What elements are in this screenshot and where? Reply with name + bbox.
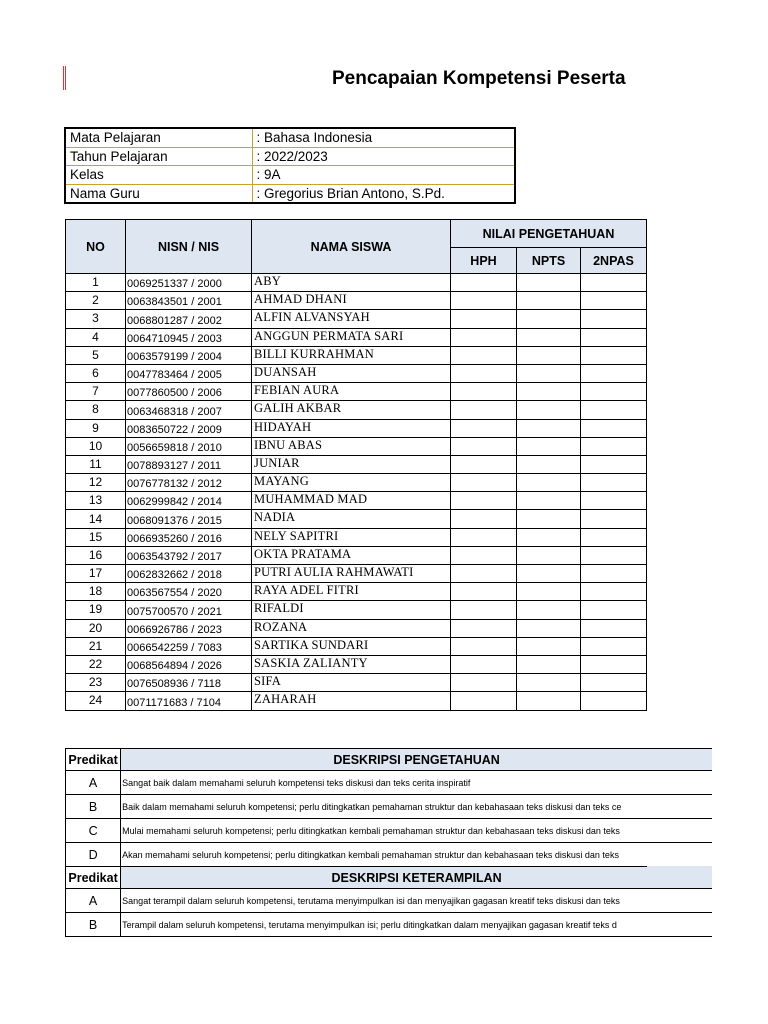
- header-nilai-pengetahuan: NILAI PENGETAHUAN: [451, 220, 647, 248]
- score-hph[interactable]: [451, 364, 517, 382]
- student-no: 8: [66, 401, 126, 419]
- table-row: [66, 310, 647, 328]
- table-row: [66, 292, 647, 310]
- student-nisn: 0056659818 / 2010: [126, 437, 252, 455]
- score-hph[interactable]: [451, 655, 517, 673]
- score-2npas[interactable]: [581, 437, 647, 455]
- page-title: Pencapaian Kompetensi Peserta: [332, 68, 626, 89]
- score-npts[interactable]: [517, 546, 581, 564]
- student-name: RAYA ADEL FITRI: [252, 583, 451, 601]
- student-name: MUHAMMAD MAD: [252, 492, 451, 510]
- student-name: NELY SAPITRI: [252, 528, 451, 546]
- student-nisn: 0062832662 / 2018: [126, 565, 252, 583]
- score-hph[interactable]: [451, 565, 517, 583]
- student-name: ABY: [252, 274, 451, 292]
- student-no: 5: [66, 346, 126, 364]
- header-no: NO: [66, 220, 126, 274]
- score-2npas[interactable]: [581, 619, 647, 637]
- student-no: 2: [66, 292, 126, 310]
- table-row: [66, 401, 647, 419]
- student-name: FEBIAN AURA: [252, 383, 451, 401]
- predikat-grade: B: [66, 795, 121, 819]
- student-name: SIFA: [252, 674, 451, 692]
- student-no: 12: [66, 474, 126, 492]
- score-2npas[interactable]: [581, 546, 647, 564]
- score-hph[interactable]: [451, 692, 517, 710]
- predikat-description: Baik dalam memahami seluruh kompetensi; perlu ditingkatkan pemahaman struktur dan kebahasaan teks diskusi dan teks ce: [121, 795, 712, 819]
- table-row: [66, 455, 647, 473]
- student-no: 3: [66, 310, 126, 328]
- student-nisn: 0064710945 / 2003: [126, 328, 252, 346]
- student-name: ALFIN ALVANSYAH: [252, 310, 451, 328]
- table-row: [66, 655, 647, 673]
- table-row: [66, 674, 647, 692]
- student-no: 14: [66, 510, 126, 528]
- score-hph[interactable]: [451, 528, 517, 546]
- predikat-description: Mulai memahami seluruh kompetensi; perlu ditingkatkan kembali pemahaman struktur dan kebahasaan teks diskusi dan teks: [121, 819, 712, 843]
- header-nisn: NISN / NIS: [126, 220, 252, 274]
- score-hph[interactable]: [451, 510, 517, 528]
- keterampilan-header-row: [66, 867, 713, 889]
- student-nisn: 0076778132 / 2012: [126, 474, 252, 492]
- predikat-header: Predikat: [66, 867, 121, 889]
- score-npts[interactable]: [517, 637, 581, 655]
- description-table: [65, 748, 712, 937]
- student-nisn: 0068091376 / 2015: [126, 510, 252, 528]
- score-2npas[interactable]: [581, 692, 647, 710]
- student-name: MAYANG: [252, 474, 451, 492]
- score-hph[interactable]: [451, 546, 517, 564]
- header-hph: HPH: [451, 248, 517, 274]
- info-label: Nama Guru: [65, 184, 252, 203]
- student-nisn: 0077860500 / 2006: [126, 383, 252, 401]
- student-nisn: 0071171683 / 7104: [126, 692, 252, 710]
- student-no: 4: [66, 328, 126, 346]
- student-name: OKTA PRATAMA: [252, 546, 451, 564]
- score-hph[interactable]: [451, 637, 517, 655]
- header-npts: NPTS: [517, 248, 581, 274]
- score-npts[interactable]: [517, 401, 581, 419]
- predikat-grade: D: [66, 843, 121, 867]
- student-nisn: 0068801287 / 2002: [126, 310, 252, 328]
- score-2npas[interactable]: [581, 401, 647, 419]
- keterampilan-row: [66, 889, 713, 913]
- score-npts[interactable]: [517, 292, 581, 310]
- score-hph[interactable]: [451, 346, 517, 364]
- score-npts[interactable]: [517, 601, 581, 619]
- student-name: SASKIA ZALIANTY: [252, 655, 451, 673]
- score-npts[interactable]: [517, 692, 581, 710]
- table-row: [66, 419, 647, 437]
- score-hph[interactable]: [451, 437, 517, 455]
- pengetahuan-row: [66, 843, 713, 867]
- table-row: [66, 510, 647, 528]
- score-npts[interactable]: [517, 474, 581, 492]
- predikat-header: Predikat: [66, 749, 121, 771]
- table-row: [66, 492, 647, 510]
- score-2npas[interactable]: [581, 274, 647, 292]
- student-no: 7: [66, 383, 126, 401]
- student-name: ZAHARAH: [252, 692, 451, 710]
- score-2npas[interactable]: [581, 383, 647, 401]
- score-npts[interactable]: [517, 510, 581, 528]
- student-no: 13: [66, 492, 126, 510]
- student-name: HIDAYAH: [252, 419, 451, 437]
- student-nisn: 0063843501 / 2001: [126, 292, 252, 310]
- pengetahuan-row: [66, 795, 713, 819]
- student-name: SARTIKA SUNDARI: [252, 637, 451, 655]
- score-hph[interactable]: [451, 383, 517, 401]
- table-row: [66, 619, 647, 637]
- score-npts[interactable]: [517, 274, 581, 292]
- pengetahuan-header-row: [66, 749, 713, 771]
- student-no: 1: [66, 274, 126, 292]
- student-no: 22: [66, 655, 126, 673]
- score-2npas[interactable]: [581, 328, 647, 346]
- student-nisn: 0062999842 / 2014: [126, 492, 252, 510]
- score-2npas[interactable]: [581, 474, 647, 492]
- keterampilan-row: [66, 913, 713, 937]
- student-nisn: 0047783464 / 2005: [126, 364, 252, 382]
- score-2npas[interactable]: [581, 510, 647, 528]
- predikat-grade: A: [66, 771, 121, 795]
- score-2npas[interactable]: [581, 364, 647, 382]
- predikat-description: Sangat terampil dalam seluruh kompetensi, terutama menyimpulkan isi dan menyajikan gagasan kreatif teks diskusi dan teks: [121, 889, 712, 913]
- score-npts[interactable]: [517, 328, 581, 346]
- table-row: [66, 692, 647, 710]
- table-row: [66, 601, 647, 619]
- student-nisn: 0066926786 / 2023: [126, 619, 252, 637]
- student-nisn: 0069251337 / 2000: [126, 274, 252, 292]
- table-row: [66, 565, 647, 583]
- predikat-description: Akan memahami seluruh kompetensi; perlu ditingkatkan kembali pemahaman struktur dan kebahasaan teks diskusi dan teks: [121, 843, 712, 867]
- score-hph[interactable]: [451, 619, 517, 637]
- keterampilan-title: DESKRIPSI KETERAMPILAN: [121, 867, 712, 889]
- score-hph[interactable]: [451, 492, 517, 510]
- info-row: [65, 184, 515, 203]
- score-2npas[interactable]: [581, 565, 647, 583]
- pengetahuan-row: [66, 819, 713, 843]
- info-row: [65, 128, 515, 147]
- info-row: [65, 147, 515, 166]
- header-fill-extension: [647, 866, 712, 887]
- predikat-grade: A: [66, 889, 121, 913]
- info-row: [65, 166, 515, 185]
- predikat-description: Sangat baik dalam memahami seluruh kompetensi teks diskusi dan teks cerita inspiratif: [121, 771, 712, 795]
- student-name: GALIH AKBAR: [252, 401, 451, 419]
- score-hph[interactable]: [451, 674, 517, 692]
- table-row: [66, 528, 647, 546]
- student-name: AHMAD DHANI: [252, 292, 451, 310]
- info-value: : Bahasa Indonesia: [256, 130, 373, 146]
- score-2npas[interactable]: [581, 419, 647, 437]
- predikat-grade: B: [66, 913, 121, 937]
- score-npts[interactable]: [517, 492, 581, 510]
- student-no: 23: [66, 674, 126, 692]
- student-nisn: 0063579199 / 2004: [126, 346, 252, 364]
- student-no: 21: [66, 637, 126, 655]
- score-hph[interactable]: [451, 292, 517, 310]
- score-npts[interactable]: [517, 437, 581, 455]
- header-2npas: 2NPAS: [581, 248, 647, 274]
- score-hph[interactable]: [451, 274, 517, 292]
- score-hph[interactable]: [451, 401, 517, 419]
- table-row: [66, 346, 647, 364]
- score-2npas[interactable]: [581, 655, 647, 673]
- student-no: 11: [66, 455, 126, 473]
- score-npts[interactable]: [517, 346, 581, 364]
- student-name: ANGGUN PERMATA SARI: [252, 328, 451, 346]
- student-no: 24: [66, 692, 126, 710]
- student-nisn: 0068564894 / 2026: [126, 655, 252, 673]
- score-npts[interactable]: [517, 674, 581, 692]
- info-label: Tahun Pelajaran: [65, 147, 252, 166]
- score-2npas[interactable]: [581, 492, 647, 510]
- info-value: : 2022/2023: [252, 147, 515, 166]
- student-no: 9: [66, 419, 126, 437]
- pengetahuan-row: [66, 771, 713, 795]
- score-hph[interactable]: [451, 455, 517, 473]
- info-label: Kelas: [65, 166, 252, 185]
- score-2npas[interactable]: [581, 583, 647, 601]
- score-npts[interactable]: [517, 583, 581, 601]
- student-name: IBNU ABAS: [252, 437, 451, 455]
- score-npts[interactable]: [517, 655, 581, 673]
- score-npts[interactable]: [517, 619, 581, 637]
- student-no: 15: [66, 528, 126, 546]
- student-nisn: 0063567554 / 2020: [126, 583, 252, 601]
- score-hph[interactable]: [451, 601, 517, 619]
- student-name: PUTRI AULIA RAHMAWATI: [252, 565, 451, 583]
- predikat-description: Terampil dalam seluruh kompetensi, terutama menyimpulkan isi; perlu ditingkatkan dalam menyajikan gagasan kreatif teks d: [121, 913, 712, 937]
- student-no: 19: [66, 601, 126, 619]
- table-row: [66, 437, 647, 455]
- score-hph[interactable]: [451, 583, 517, 601]
- score-2npas[interactable]: [581, 528, 647, 546]
- score-npts[interactable]: [517, 565, 581, 583]
- table-row: [66, 274, 647, 292]
- student-nisn: 0075700570 / 2021: [126, 601, 252, 619]
- student-no: 17: [66, 565, 126, 583]
- student-nisn: 0063468318 / 2007: [126, 401, 252, 419]
- student-name: RIFALDI: [252, 601, 451, 619]
- student-name: JUNIAR: [252, 455, 451, 473]
- score-npts[interactable]: [517, 528, 581, 546]
- table-row: [66, 474, 647, 492]
- score-npts[interactable]: [517, 419, 581, 437]
- student-name: BILLI KURRAHMAN: [252, 346, 451, 364]
- description-section: [65, 748, 712, 948]
- table-row: [66, 546, 647, 564]
- pengetahuan-title: DESKRIPSI PENGETAHUAN: [121, 749, 712, 771]
- student-no: 16: [66, 546, 126, 564]
- score-2npas[interactable]: [581, 455, 647, 473]
- student-nisn: 0076508936 / 7118: [126, 674, 252, 692]
- student-no: 20: [66, 619, 126, 637]
- score-npts[interactable]: [517, 383, 581, 401]
- student-name: ROZANA: [252, 619, 451, 637]
- student-no: 6: [66, 364, 126, 382]
- score-hph[interactable]: [451, 310, 517, 328]
- header-nama: NAMA SISWA: [252, 220, 451, 274]
- student-nisn: 0078893127 / 2011: [126, 455, 252, 473]
- student-name: NADIA: [252, 510, 451, 528]
- info-value: : Gregorius Brian Antono, S.Pd.: [252, 184, 515, 203]
- table-row: [66, 383, 647, 401]
- score-2npas[interactable]: [581, 292, 647, 310]
- student-nisn: 0066935260 / 2016: [126, 528, 252, 546]
- student-nisn: 0066542259 / 7083: [126, 637, 252, 655]
- score-npts[interactable]: [517, 310, 581, 328]
- score-2npas[interactable]: [581, 346, 647, 364]
- table-row: [66, 364, 647, 382]
- score-2npas[interactable]: [581, 674, 647, 692]
- student-no: 18: [66, 583, 126, 601]
- student-nisn: 0063543792 / 2017: [126, 546, 252, 564]
- info-table: [64, 127, 516, 204]
- info-label: Mata Pelajaran: [65, 128, 252, 147]
- table-row: [66, 637, 647, 655]
- score-2npas[interactable]: [581, 601, 647, 619]
- table-row: [66, 328, 647, 346]
- student-name: DUANSAH: [252, 364, 451, 382]
- score-hph[interactable]: [451, 474, 517, 492]
- red-marker: [63, 66, 66, 90]
- score-2npas[interactable]: [581, 310, 647, 328]
- score-hph[interactable]: [451, 419, 517, 437]
- score-npts[interactable]: [517, 455, 581, 473]
- info-value: : 9A: [252, 166, 515, 185]
- student-no: 10: [66, 437, 126, 455]
- table-row: [66, 583, 647, 601]
- student-nisn: 0083650722 / 2009: [126, 419, 252, 437]
- score-hph[interactable]: [451, 328, 517, 346]
- student-table: [65, 219, 647, 711]
- predikat-grade: C: [66, 819, 121, 843]
- score-2npas[interactable]: [581, 637, 647, 655]
- score-npts[interactable]: [517, 364, 581, 382]
